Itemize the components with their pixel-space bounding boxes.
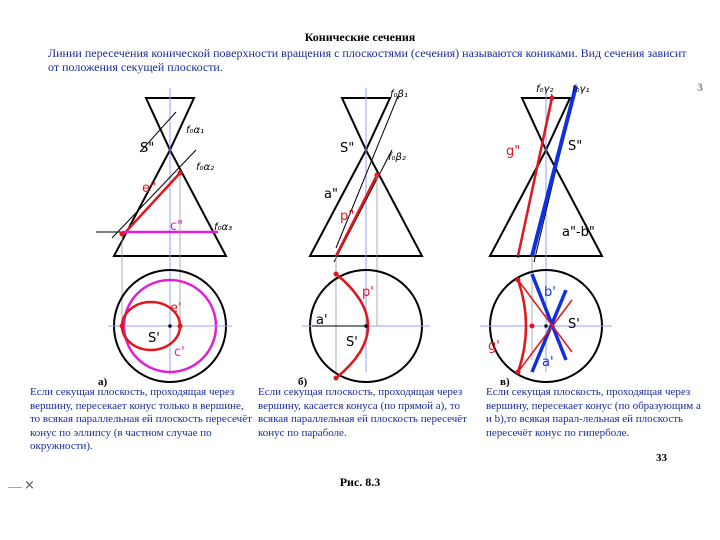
panel-a-caption: Если секущая плоскость, проходящая через вершину, пересекает конус только в вершине, то всякая параллельная ей плоскость пересечёт конус по эллипсу (в частном случае по окружности). [30, 386, 252, 452]
panel-b-letter: б) [298, 376, 308, 388]
panel-b-label-a-front: a" [324, 187, 338, 202]
panel-a-letter: а) [98, 376, 108, 388]
panel-c-drawing [480, 84, 612, 382]
panel-a-label-f3: f₀α₃ [214, 222, 233, 233]
panel-a-top-point-1 [120, 324, 125, 329]
panel-c-top-point-3 [530, 324, 535, 329]
panel-b-top-point-2 [334, 376, 339, 381]
figure-caption: Рис. 8.3 [339, 475, 381, 489]
corner-rule [8, 487, 22, 488]
panel-a-drawing [96, 88, 232, 382]
side-number: 3 [697, 80, 703, 94]
panel-a-label-s-top: S' [148, 331, 160, 346]
panel-a-point-top [178, 171, 183, 176]
panel-c-label-f2: f₀γ₂ [536, 84, 554, 95]
panel-a-apex-top [168, 324, 172, 328]
panel-a-label-e-front: e" [142, 181, 156, 196]
panel-c-label-a-top: a' [542, 355, 554, 370]
panel-c-top-point-2 [516, 370, 521, 375]
panel-b-label-f1: f₀β₁ [390, 89, 408, 100]
panel-b-label-p-top: p' [362, 285, 374, 300]
panel-b-caption: Если секущая плоскость, проходящая через вершину, касается конуса (по прямой а), то всякая параллельная ей плоскость пересечёт конус по параболе. [258, 386, 467, 439]
panel-b-apex-top [364, 324, 368, 328]
panel-c-label-g-front: g" [506, 144, 521, 159]
panel-c-apex-top [544, 324, 548, 328]
panel-a-point-left [120, 232, 125, 237]
panel-c-point-top [550, 96, 555, 101]
panel-b-label-a-top: a' [316, 313, 328, 328]
panel-a-top-point-2 [178, 324, 183, 329]
panel-a-label-s-front: S" [140, 141, 155, 156]
panel-c-label-g-top: g' [488, 339, 500, 354]
panel-c-label-b-top: b' [544, 285, 556, 300]
panel-c-caption: Если секущая плоскость, проходящая через вершину, пересекает конус (по образующим а и b),то всякая парал-лельная ей плоскость пересечёт конус по гиперболе. [486, 386, 701, 439]
close-icon[interactable]: × [24, 478, 35, 493]
page-number: 33 [656, 452, 667, 464]
panel-a-label-c-top: c' [174, 345, 185, 360]
page-title: Конические сечения [304, 30, 416, 44]
panel-b-label-s-top: S' [346, 335, 358, 350]
panel-c-top-point-1 [516, 278, 521, 283]
panel-b-top-point-1 [334, 272, 339, 277]
panel-c-letter: в) [500, 376, 510, 388]
panel-b-plane-trace-1 [336, 96, 398, 248]
panel-c-label-f1: f₀γ₁ [572, 84, 590, 95]
panel-a-label-c-front: c" [170, 219, 184, 234]
panel-a-label-f2: f₀α₂ [196, 162, 215, 173]
panel-b-label-s-front: S" [340, 141, 355, 156]
panel-c-hyperbola-section-front [518, 98, 552, 256]
panel-a-label-f1: f₀α₁ [186, 125, 205, 136]
panel-b-drawing [302, 88, 430, 382]
intro-paragraph: Линии пересечения конической поверхности вращения с плоскостями (сечения) называются кониками. Вид сечения зависит от положения секущей плоскости. [48, 46, 687, 74]
panel-c-label-s-front: S" [568, 139, 583, 154]
panel-b-label-f2: f₀β₂ [388, 152, 406, 163]
panel-c-label-s-top: S' [568, 317, 580, 332]
panel-b-label-p-front: p" [340, 209, 355, 224]
panel-a-label-e-top: e' [170, 301, 182, 316]
panel-c-label-ab-front: a"-b" [562, 225, 595, 240]
